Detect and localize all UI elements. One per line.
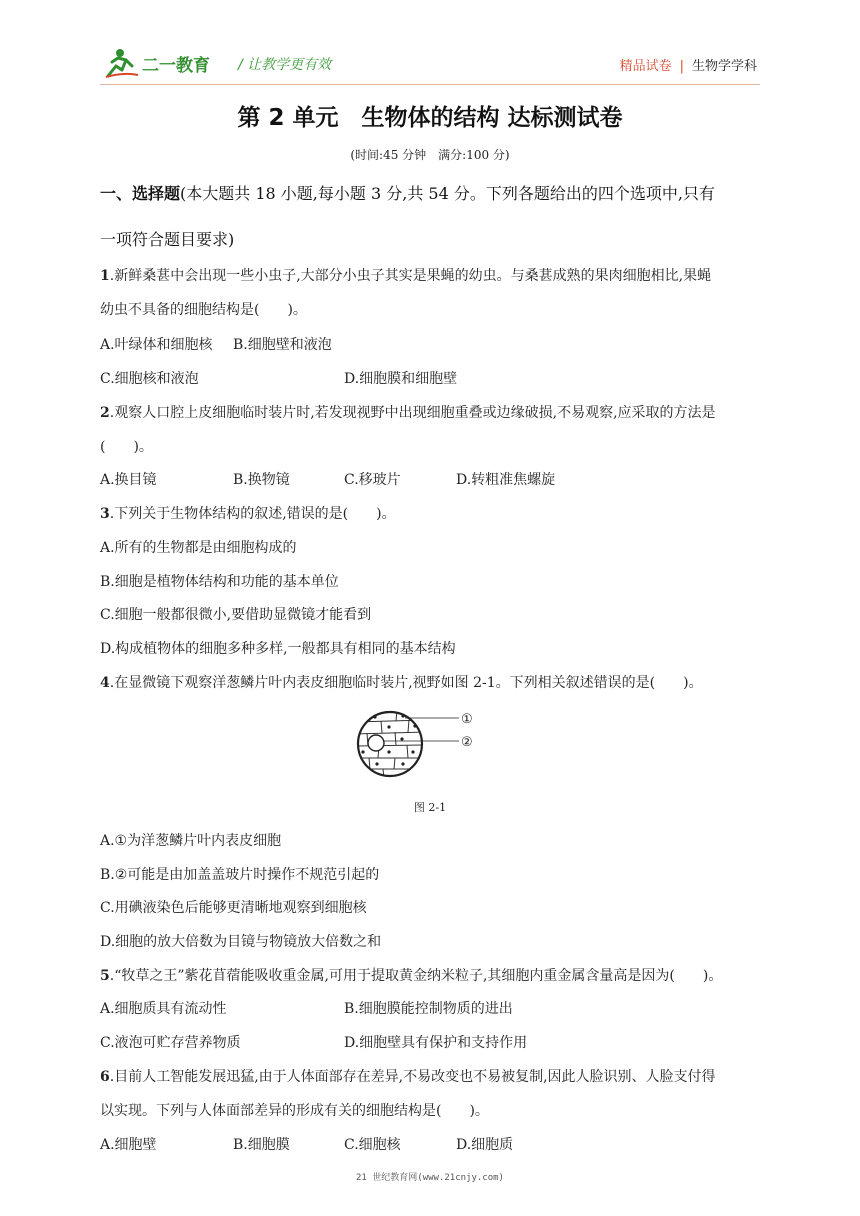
question-number: 2 — [100, 405, 110, 421]
microscope-view-figure — [355, 708, 485, 780]
section-instructions-1: (本大题共 18 小题,每小题 3 分,共 54 分。下列各题给出的四个选项中,只有 — [180, 184, 715, 203]
option-b: B.细胞膜能控制物质的进出 — [344, 1001, 513, 1017]
question-stem: .新鲜桑葚中会出现一些小虫子,大部分小虫子其实是果蝇的幼虫。与桑葚成熟的果肉细胞相比,果蝇 — [109, 268, 712, 284]
question-stem: .“牧草之王”紫花苜蓿能吸收重金属,可用于提取黄金纳米粒子,其细胞内重金属含量高是因为( )。 — [109, 968, 723, 984]
option-d: D.转粗准焦螺旋 — [456, 472, 556, 488]
option-a: A.叶绿体和细胞核 — [100, 337, 213, 353]
question-number: 4 — [100, 675, 110, 691]
question-4-option-c: C.用碘液染色后能够更清晰地观察到细胞核 — [100, 900, 367, 916]
option-a: A.细胞壁 — [100, 1137, 157, 1153]
question-stem: .观察人口腔上皮细胞临时装片时,若发现视野中出现细胞重叠或边缘破损,不易观察,应采取的方法是 — [109, 405, 716, 421]
section-head: 一、选择题 — [100, 184, 181, 203]
option-d: D.细胞质 — [456, 1137, 514, 1153]
question-3-line-1 — [100, 503, 396, 523]
question-number: 3 — [100, 506, 110, 522]
question-4-option-d: D.细胞的放大倍数为目镜与物镜放大倍数之和 — [100, 934, 382, 950]
option-d: D.细胞壁具有保护和支持作用 — [344, 1035, 528, 1051]
question-number: 5 — [100, 968, 110, 984]
question-3-option-a: A.所有的生物都是由细胞构成的 — [100, 540, 297, 556]
question-5-line-1 — [100, 965, 722, 985]
question-number: 1 — [100, 268, 110, 284]
page-header — [0, 0, 860, 90]
brand-logo — [104, 46, 229, 82]
question-number: 6 — [100, 1069, 110, 1085]
figure-caption: 图 2-1 — [413, 801, 447, 814]
option-a: A.细胞质具有流动性 — [100, 1001, 227, 1017]
slogan: / 让教学更有效 — [238, 57, 332, 73]
question-3-option-c: C.细胞一般都很微小,要借助显微镜才能看到 — [100, 607, 372, 623]
question-stem: .在显微镜下观察洋葱鳞片叶内表皮细胞临时装片,视野如图 2-1。下列相关叙述错误的是( )。 — [109, 675, 703, 691]
question-6-line-2: 以实现。下列与人体面部差异的形成有关的细胞结构是( )。 — [100, 1103, 489, 1119]
page-subtitle: (时间:45 分钟 满分:100 分) — [350, 148, 510, 162]
logo-text: 二一教育 — [142, 56, 210, 76]
option-c: C.细胞核 — [344, 1137, 401, 1153]
page-title: 第 2 单元 生物体的结构 达标测试卷 — [237, 105, 623, 131]
question-4-option-a: A.①为洋葱鳞片叶内表皮细胞 — [100, 833, 282, 849]
question-4-option-b: B.②可能是由加盖盖玻片时操作不规范引起的 — [100, 867, 380, 883]
question-3-option-b: B.细胞是植物体结构和功能的基本单位 — [100, 574, 339, 590]
figure-label-2: ② — [461, 735, 473, 750]
option-c: C.移玻片 — [344, 472, 401, 488]
question-6-line-1 — [100, 1066, 716, 1086]
question-1-line-1 — [100, 265, 711, 285]
option-a: A.换目镜 — [100, 472, 157, 488]
header-tag: 精品试卷 — [619, 59, 672, 74]
option-c: C.细胞核和液泡 — [100, 371, 199, 387]
air-bubble — [368, 735, 384, 751]
header-right — [620, 55, 757, 74]
header-divider — [100, 84, 760, 85]
question-3-option-d: D.构成植物体的细胞多种多样,一般都具有相同的基本结构 — [100, 641, 456, 657]
option-d: D.细胞膜和细胞壁 — [344, 371, 458, 387]
figure-label-1: ① — [461, 712, 473, 727]
option-b: B.换物镜 — [233, 472, 290, 488]
question-2-line-1 — [100, 402, 716, 422]
header-subject: 生物学学科 — [691, 59, 757, 74]
runner-icon — [106, 49, 138, 77]
question-stem: .下列关于生物体结构的叙述,错误的是( )。 — [109, 506, 396, 522]
section-heading — [100, 171, 764, 263]
page-footer: 21 世纪教育网(www.21cnjy.com) — [356, 1173, 504, 1183]
question-4-line-1 — [100, 672, 703, 692]
option-b: B.细胞壁和液泡 — [233, 337, 332, 353]
question-stem: .目前人工智能发展迅猛,由于人体面部存在差异,不易改变也不易被复制,因此人脸识别、人脸支付得 — [109, 1069, 716, 1085]
question-2-line-2: ( )。 — [100, 439, 153, 455]
option-b: B.细胞膜 — [233, 1137, 290, 1153]
option-c: C.液泡可贮存营养物质 — [100, 1035, 241, 1051]
section-instructions-2: 一项符合题目要求) — [100, 230, 235, 249]
question-1-line-2: 幼虫不具备的细胞结构是( )。 — [100, 302, 307, 318]
header-separator: | — [679, 59, 684, 74]
